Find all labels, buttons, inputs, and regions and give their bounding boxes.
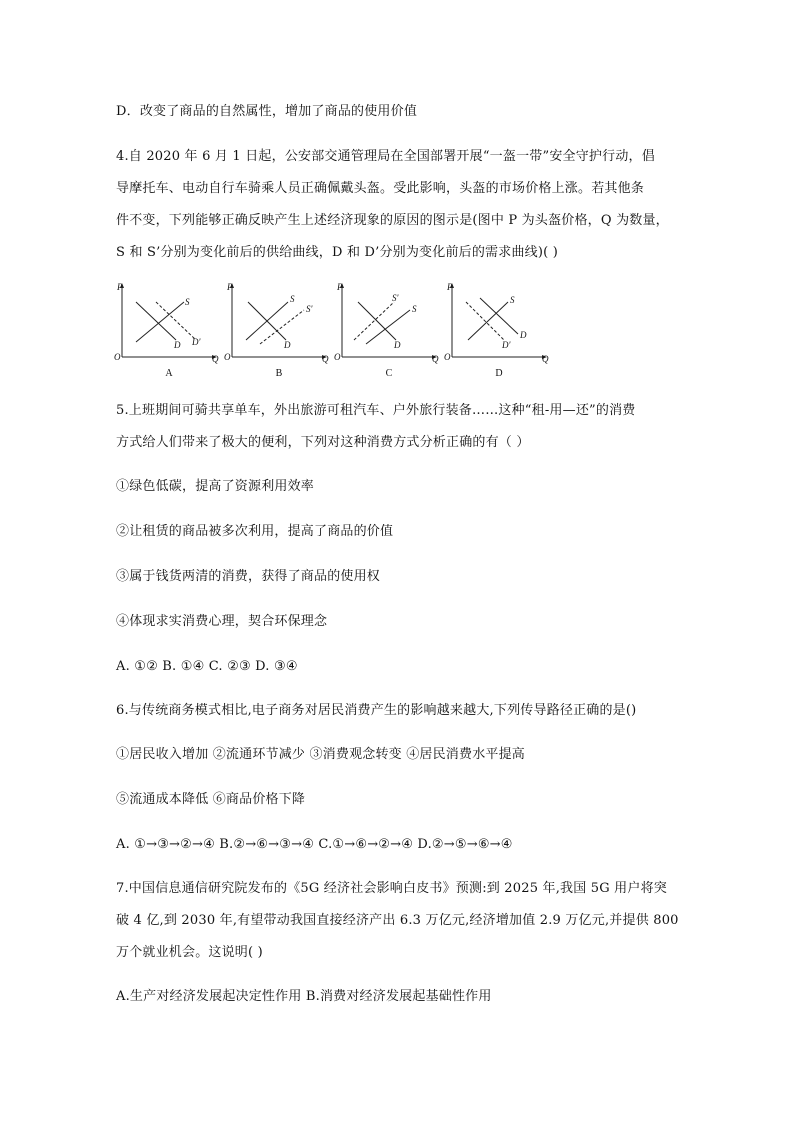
- diagram-d: [444, 282, 554, 377]
- q6-choices: A. ①→③→②→④ B.②→⑥→③→④ C.①→⑥→②→④ D.②→⑤→⑥→④: [116, 837, 513, 852]
- diagram-c-p-label: P: [337, 282, 343, 292]
- diagram-b-p-label: P: [227, 282, 233, 292]
- diagram-b-d-label: D: [284, 340, 291, 350]
- diagram-d-q-label: Q: [542, 354, 549, 364]
- q5-option-2: ②让租赁的商品被多次利用，提高了商品的价值: [116, 524, 394, 539]
- q4-stem-line-1: 4.自 2020 年 6 月 1 日起，公安部交通管理局在全国部署开展“一盔一带”安全守护行动，倡: [116, 149, 655, 164]
- q4-stem-line-3: 件不变，下列能够正确反映产生上述经济现象的原因的图示是(图中 P 为头盔价格，Q 为数量，: [116, 213, 669, 228]
- q7-stem-line-1: 7.中国信息通信研究院发布的《5G 经济社会影响白皮书》预测:到 2025 年,我国 5G 用户将突: [116, 881, 667, 896]
- diagram-a-p-label: P: [117, 282, 123, 292]
- diagram-c-o-label: O: [334, 352, 341, 362]
- q3-option-d: D．改变了商品的自然属性，增加了商品的使用价值: [116, 104, 418, 119]
- diagram-d-o-label: O: [444, 352, 451, 362]
- diagram-d-graph: [444, 282, 554, 377]
- diagram-b-sprime-label: S': [306, 304, 313, 314]
- diagram-c-caption: C: [385, 368, 393, 379]
- diagram-b-s-label: S: [290, 294, 295, 304]
- diagram-a: [114, 282, 224, 377]
- q5-option-4: ④体现求实消费心理，契合环保理念: [116, 614, 328, 629]
- diagram-a-d-label: D: [174, 340, 181, 350]
- diagram-a-s-label: S: [185, 297, 190, 307]
- diagram-a-o-label: O: [114, 352, 121, 362]
- diagram-c-d-label: D: [394, 340, 401, 350]
- q7-choices: A.生产对经济发展起决定性作用 B.消费对经济发展起基础性作用: [116, 989, 492, 1004]
- diagram-a-dprime-label: D': [192, 337, 201, 347]
- q5-option-1: ①绿色低碳，提高了资源利用效率: [116, 479, 315, 494]
- diagram-d-caption: D: [495, 368, 503, 379]
- diagram-c-q-label: Q: [432, 354, 439, 364]
- q7-stem-line-2: 破 4 亿,到 2030 年,有望带动我国直接经济产出 6.3 万亿元,经济增加值 2.9 万亿元,并提供 800: [116, 913, 679, 928]
- q4-stem-line-4: S 和 S’分别为变化前后的供给曲线，D 和 D’分别为变化前后的需求曲线)( ): [116, 245, 558, 260]
- diagram-b-graph: [224, 282, 334, 377]
- q7-stem-line-3: 万个就业机会。这说明( ): [116, 945, 263, 960]
- diagram-a-graph: [114, 282, 224, 377]
- q5-option-3: ③属于钱货两清的消费，获得了商品的使用权: [116, 569, 381, 584]
- diagram-a-q-label: Q: [212, 354, 219, 364]
- q6-options-row-2: ⑤流通成本降低 ⑥商品价格下降: [116, 792, 306, 807]
- diagram-d-p-label: P: [447, 282, 453, 292]
- diagram-d-d-label: D: [520, 330, 527, 340]
- q5-choices: A. ①② B. ①④ C. ②③ D. ③④: [116, 659, 298, 674]
- diagram-b: [224, 282, 334, 377]
- diagram-d-s-label: S: [510, 295, 515, 305]
- diagram-d-dprime-label: D': [502, 340, 511, 350]
- q5-stem-line-1: 5.上班期间可骑共享单车，外出旅游可租汽车、户外旅行装备……这种“租-用—还”的消费: [116, 403, 636, 418]
- diagram-c: [334, 282, 444, 377]
- q6-options-row-1: ①居民收入增加 ②流通环节减少 ③消费观念转变 ④居民消费水平提高: [116, 747, 525, 762]
- diagram-c-graph: [334, 282, 444, 377]
- diagram-a-caption: A: [165, 368, 173, 379]
- diagram-c-s-label: S: [412, 304, 417, 314]
- diagram-c-sprime-label: S': [392, 293, 399, 303]
- diagram-b-caption: B: [275, 368, 283, 379]
- q4-stem-line-2: 导摩托车、电动自行车骑乘人员正确佩戴头盔。受此影响，头盔的市场价格上涨。若其他条: [116, 181, 645, 196]
- q6-stem: 6.与传统商务模式相比,电子商务对居民消费产生的影响越来越大,下列传导路径正确的是(): [116, 703, 637, 718]
- diagram-b-q-label: Q: [322, 354, 329, 364]
- diagram-b-o-label: O: [224, 352, 231, 362]
- q5-stem-line-2: 方式给人们带来了极大的便利，下列对这种消费方式分析正确的有（ ）: [116, 435, 530, 450]
